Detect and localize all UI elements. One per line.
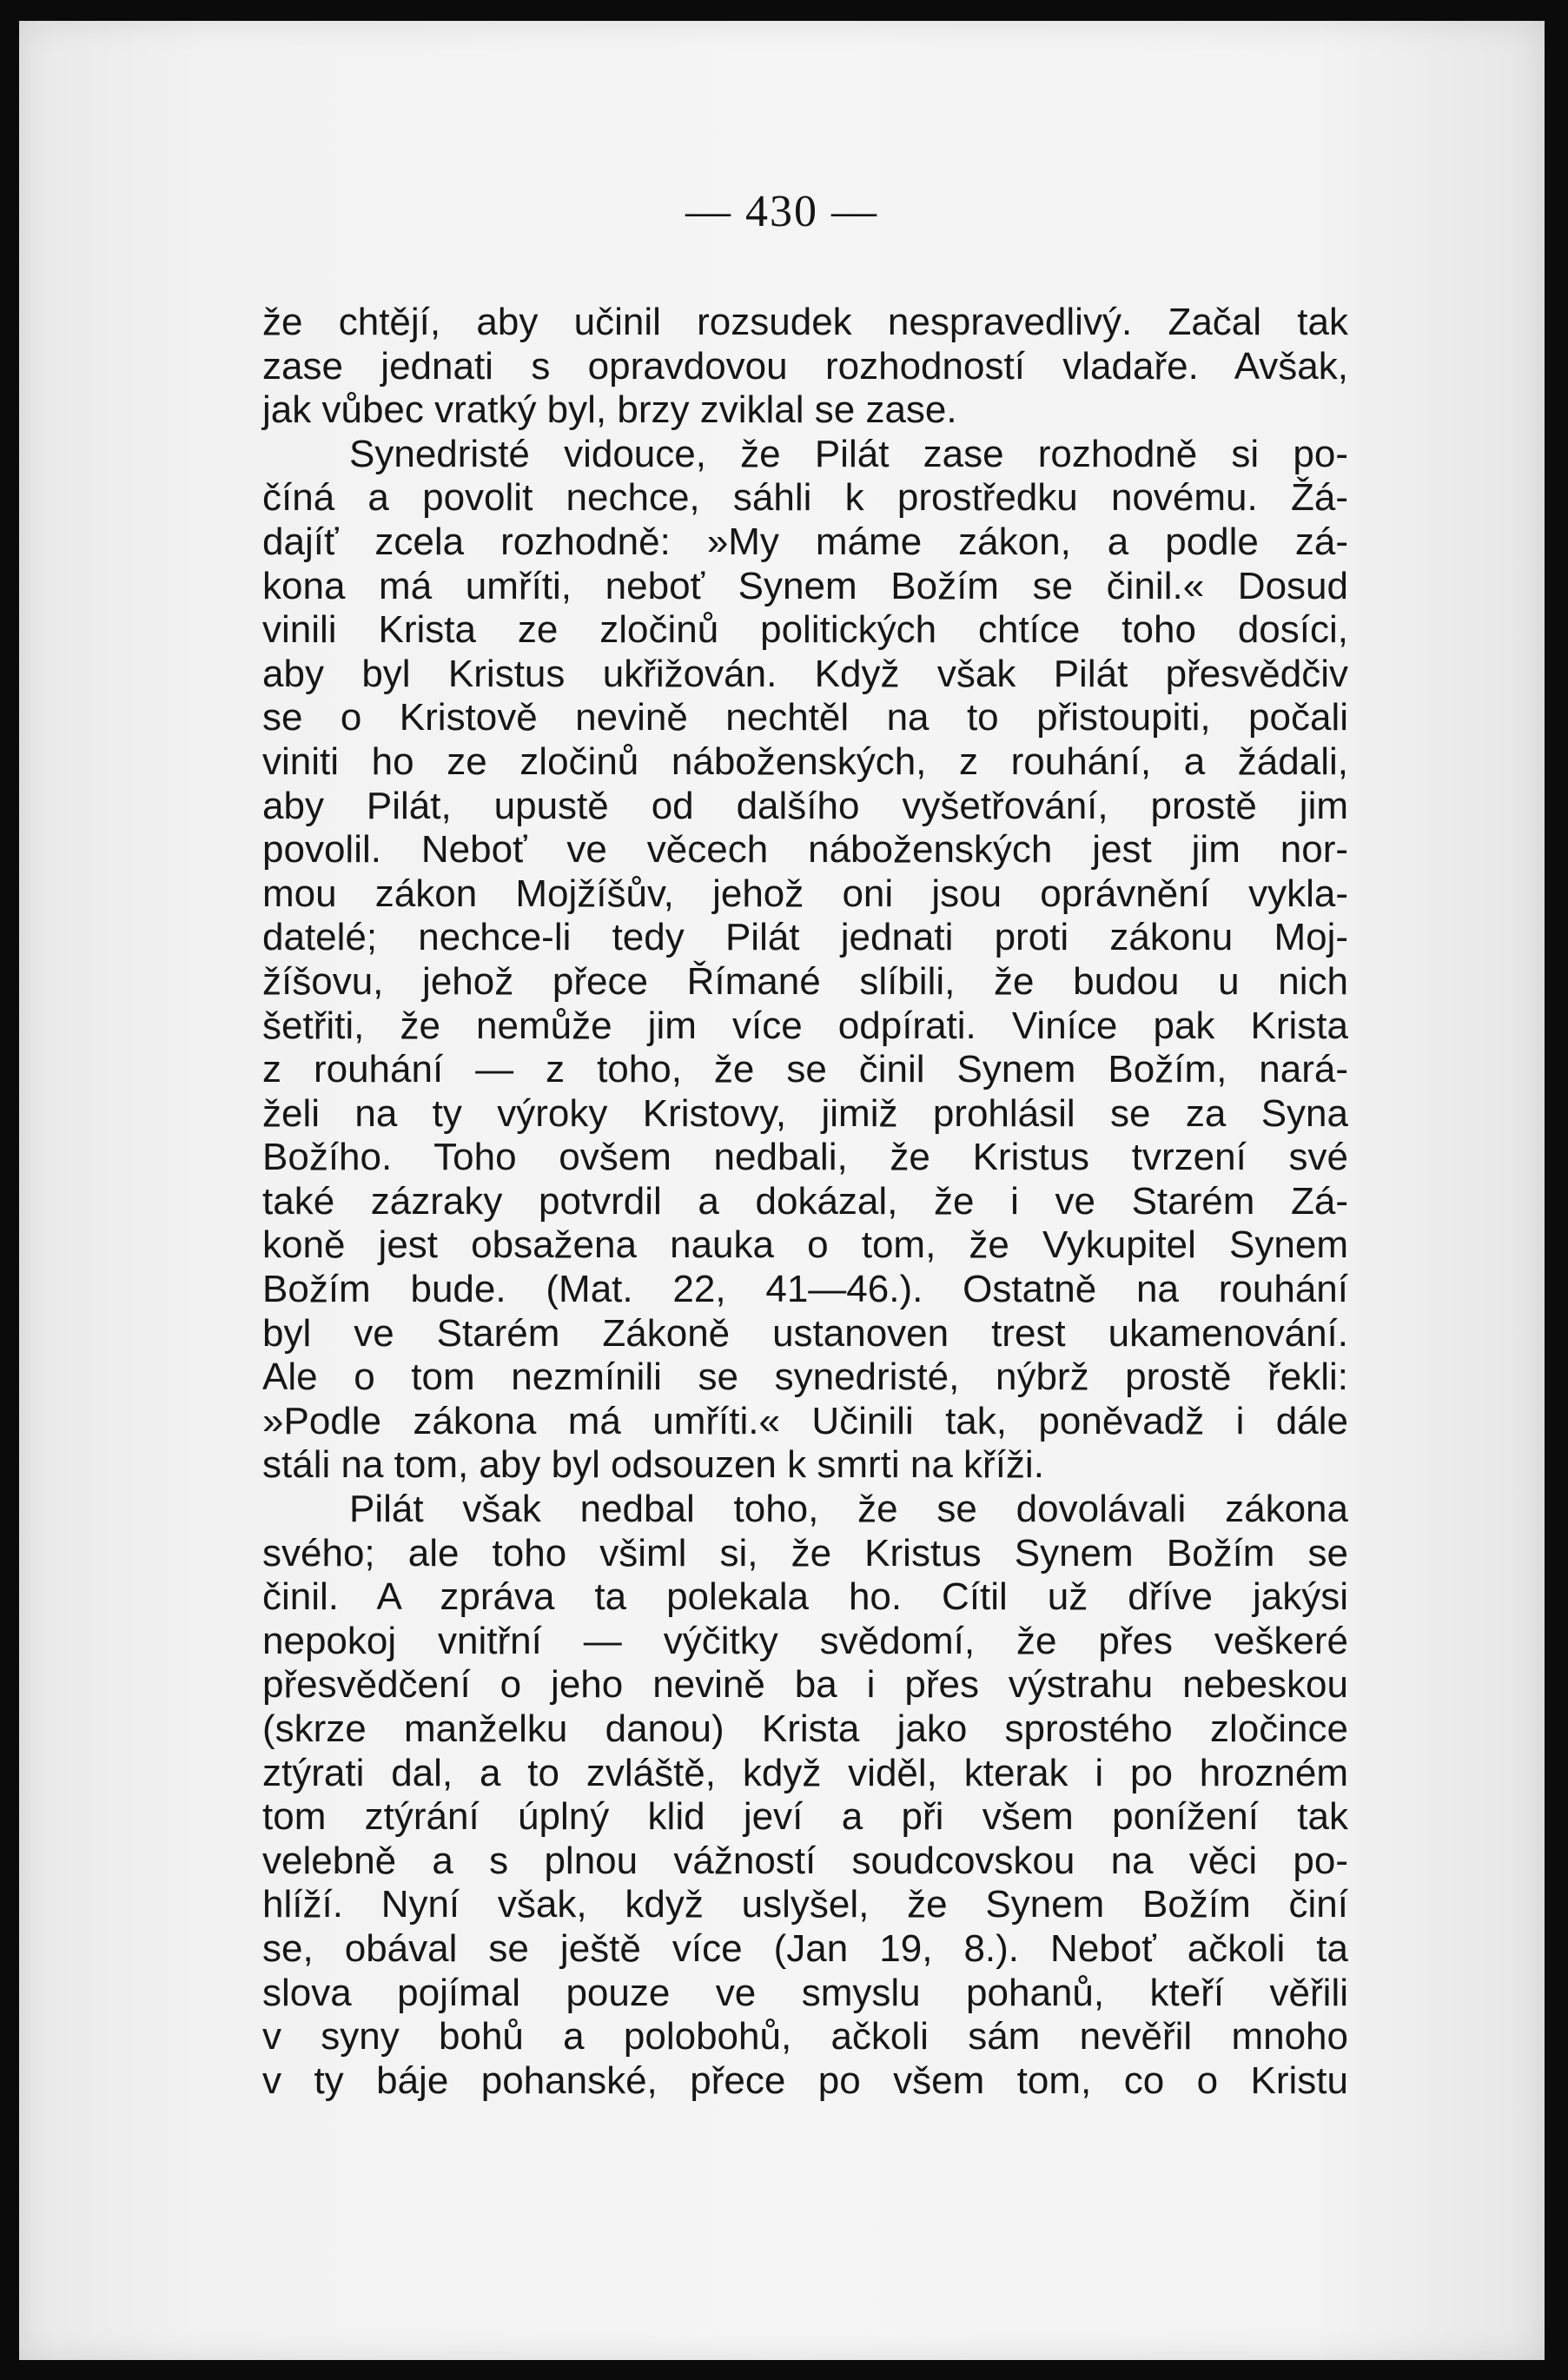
text-line: ztýrati dal, a to zvláště, když viděl, kterak i po hrozném <box>262 1751 1348 1794</box>
text-line: tom ztýrání úplný klid jeví a při všem ponížení tak <box>262 1795 1348 1839</box>
text-line: želi na ty výroky Kristovy, jimiž prohlásil se za Syna <box>262 1091 1348 1135</box>
text-line: byl ve Starém Zákoně ustanoven trest ukamenování. <box>262 1311 1348 1355</box>
text-line: aby Pilát, upustě od dalšího vyšetřování, prostě jim <box>262 784 1348 827</box>
text-line: činil. A zpráva ta polekala ho. Cítil už dříve jakýsi <box>262 1575 1348 1619</box>
text-line: Božím bude. (Mat. 22, 41—46.). Ostatně na rouhání <box>262 1268 1348 1311</box>
text-line: šetřiti, že nemůže jim více odpírati. Viníce pak Krista <box>262 1004 1348 1047</box>
text-line: viniti ho ze zločinů náboženských, z rouhání, a žádali, <box>262 739 1348 783</box>
text-line: z rouhání — z toho, že se činil Synem Božím, nará- <box>262 1048 1348 1091</box>
text-line: přesvědčení o jeho nevině ba i přes výstrahu nebeskou <box>262 1663 1348 1707</box>
text-line: Ale o tom nezmínili se synedristé, nýbrž prostě řekli: <box>262 1356 1348 1399</box>
text-line: slova pojímal pouze ve smyslu pohanů, kteří věřili <box>262 1971 1348 2014</box>
text-line: Pilát však nedbal toho, že se dovolávali zákona <box>349 1488 1348 1531</box>
page-number: — 430 — <box>685 187 878 236</box>
text-line: jak vůbec vratký byl, brzy zviklal se zase. <box>262 388 957 432</box>
text-line: povolil. Neboť ve věcech náboženských jest jim nor- <box>262 828 1348 872</box>
text-line: nepokoj vnitřní — výčitky svědomí, že přes veškeré <box>262 1619 1348 1662</box>
text-line: v syny bohů a polobohů, ačkoli sám nevěřil mnoho <box>262 2015 1348 2058</box>
text-line: datelé; nechce-li tedy Pilát jednati proti zákonu Moj- <box>262 916 1348 959</box>
text-line: že chtějí, aby učinil rozsudek nespravedlivý. Začal tak <box>262 301 1348 343</box>
text-line: se, obával se ještě více (Jan 19, 8.). Neboť ačkoli ta <box>262 1926 1348 1970</box>
text-line: koně jest obsažena nauka o tom, že Vykupitel Synem <box>262 1223 1348 1267</box>
text-line: dajíť zcela rozhodně: »My máme zákon, a podle zá- <box>262 520 1348 563</box>
text-line: kona má umříti, neboť Synem Božím se činil.« Dosud <box>262 564 1348 607</box>
text-line: velebně a s plnou vážností soudcovskou na věci po- <box>262 1839 1348 1882</box>
body-text <box>262 301 1348 2103</box>
text-line: zase jednati s opravdovou rozhodností vladaře. Avšak, <box>262 344 1348 388</box>
text-line: (skrze manželku danou) Krista jako sprostého zločince <box>262 1707 1348 1750</box>
text-line: stáli na tom, aby byl odsouzen k smrti na kříži. <box>262 1443 1044 1487</box>
text-line: mou zákon Mojžíšův, jehož oni jsou oprávnění vykla- <box>262 872 1348 915</box>
text-line: číná a povolit nechce, sáhli k prostředku novému. Žá- <box>262 476 1348 520</box>
text-line: »Podle zákona má umříti.« Učinili tak, poněvadž i dále <box>262 1399 1348 1442</box>
text-line: vinili Krista ze zločinů politických chtíce toho dosíci, <box>262 608 1348 652</box>
text-line: Božího. Toho ovšem nedbali, že Kristus tvrzení své <box>262 1136 1348 1179</box>
text-line: Synedristé vidouce, že Pilát zase rozhodně si po- <box>349 432 1348 475</box>
text-line: také zázraky potvrdil a dokázal, že i ve Starém Zá- <box>262 1179 1348 1223</box>
text-line: v ty báje pohanské, přece po všem tom, co o Kristu <box>262 2058 1348 2102</box>
text-line: žíšovu, jehož přece Římané slíbili, že budou u nich <box>262 959 1348 1003</box>
text-line: se o Kristově nevině nechtěl na to přistoupiti, počali <box>262 696 1348 739</box>
text-line: aby byl Kristus ukřižován. Když však Pilát přesvědčiv <box>262 652 1348 695</box>
book-page <box>19 21 1545 2360</box>
text-line: svého; ale toho všiml si, že Kristus Synem Božím se <box>262 1531 1348 1575</box>
text-line: hlíží. Nyní však, když uslyšel, že Synem Božím činí <box>262 1883 1348 1926</box>
